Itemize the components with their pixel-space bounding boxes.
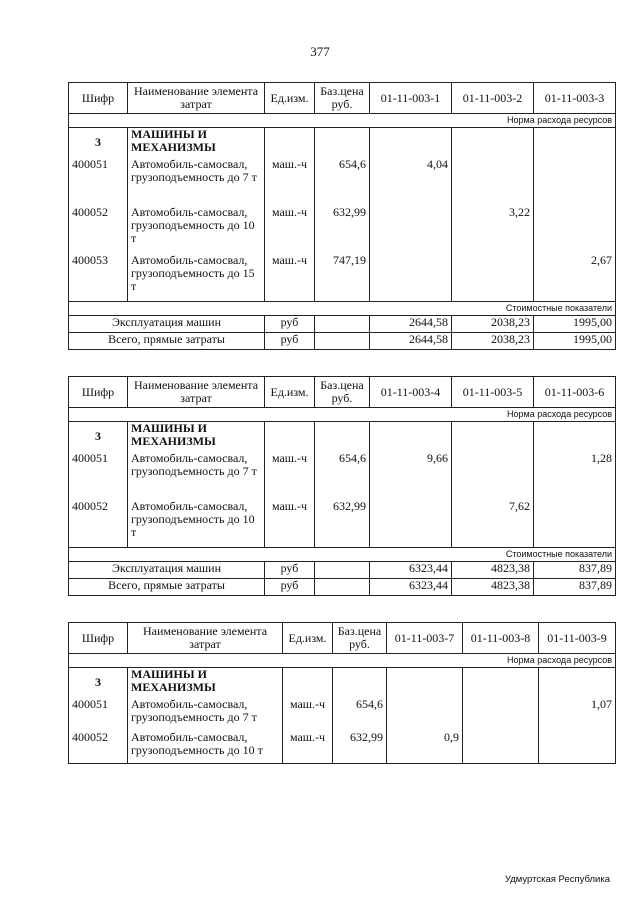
header-name: Наименование элемента затрат — [128, 377, 265, 408]
total-name: Эксплуатация машин — [69, 316, 265, 333]
total-value: 6323,44 — [370, 562, 452, 579]
row-value — [452, 452, 534, 500]
row-value — [452, 158, 534, 206]
row-code: 400052 — [69, 206, 128, 254]
row-value — [534, 206, 616, 254]
header-col: 01-11-003-7 — [387, 623, 463, 654]
row-name: Автомобиль-самосвал, грузоподъемность до 7 т — [128, 158, 265, 206]
section-code: 3 — [69, 668, 128, 698]
header-name: Наименование элемента затрат — [128, 83, 265, 114]
header-unit: Ед.изм. — [265, 377, 315, 408]
header-col: 01-11-003-1 — [370, 83, 452, 114]
norm-label: Норма расхода ресурсов — [69, 114, 616, 128]
row-price: 654,6 — [315, 452, 370, 500]
row-code: 400051 — [69, 158, 128, 206]
total-value: 2644,58 — [370, 316, 452, 333]
row-name: Автомобиль-самосвал, грузоподъемность до 7 т — [128, 452, 265, 500]
row-value — [534, 158, 616, 206]
norm-label: Норма расхода ресурсов — [69, 408, 616, 422]
row-value — [534, 500, 616, 548]
page-number: 377 — [310, 44, 330, 59]
row-value — [452, 254, 534, 302]
section-code: 3 — [69, 128, 128, 158]
row-value: 3,22 — [452, 206, 534, 254]
header-price: Баз.цена руб. — [333, 623, 387, 654]
row-code: 400051 — [69, 698, 128, 731]
row-name: Автомобиль-самосвал, грузоподъемность до 15 т — [128, 254, 265, 302]
header-name: Наименование элемента затрат — [128, 623, 283, 654]
row-unit: маш.-ч — [265, 206, 315, 254]
row-price: 654,6 — [333, 698, 387, 731]
header-col: 01-11-003-5 — [452, 377, 534, 408]
row-unit: маш.-ч — [265, 158, 315, 206]
total-value: 2038,23 — [452, 316, 534, 333]
header-col: 01-11-003-3 — [534, 83, 616, 114]
total-value: 4823,38 — [452, 579, 534, 596]
total-value: 2644,58 — [370, 333, 452, 350]
row-unit: маш.-ч — [265, 254, 315, 302]
header-unit: Ед.изм. — [283, 623, 333, 654]
norm-table-3 — [68, 622, 616, 764]
header-col: 01-11-003-2 — [452, 83, 534, 114]
row-code: 400051 — [69, 452, 128, 500]
row-unit: маш.-ч — [283, 698, 333, 731]
section-title: МАШИНЫ И МЕХАНИЗМЫ — [128, 128, 265, 158]
row-price: 632,99 — [333, 731, 387, 764]
row-unit: маш.-ч — [283, 731, 333, 764]
header-unit: Ед.изм. — [265, 83, 315, 114]
row-value — [463, 698, 539, 731]
total-value: 6323,44 — [370, 579, 452, 596]
header-col: 01-11-003-8 — [463, 623, 539, 654]
norm-table-1 — [68, 82, 616, 350]
header-col: 01-11-003-6 — [534, 377, 616, 408]
row-value: 7,62 — [452, 500, 534, 548]
row-value — [463, 731, 539, 764]
row-name: Автомобиль-самосвал, грузоподъемность до 10 т — [128, 500, 265, 548]
row-value: 1,07 — [539, 698, 616, 731]
section-code: 3 — [69, 422, 128, 452]
header-price: Баз.цена руб. — [315, 377, 370, 408]
row-price: 747,19 — [315, 254, 370, 302]
cost-label: Стоимостные показатели — [69, 302, 616, 316]
footer-region: Удмуртская Республика — [504, 874, 610, 885]
row-unit: маш.-ч — [265, 500, 315, 548]
cost-label: Стоимостные показатели — [69, 548, 616, 562]
total-value: 4823,38 — [452, 562, 534, 579]
row-code: 400053 — [69, 254, 128, 302]
row-price: 632,99 — [315, 500, 370, 548]
total-name: Всего, прямые затраты — [69, 579, 265, 596]
total-unit: руб — [265, 579, 315, 596]
header-col: 01-11-003-9 — [539, 623, 616, 654]
section-title: МАШИНЫ И МЕХАНИЗМЫ — [128, 668, 283, 698]
total-value: 1995,00 — [534, 333, 616, 350]
header-code: Шифр — [69, 377, 128, 408]
row-value — [370, 254, 452, 302]
row-price: 654,6 — [315, 158, 370, 206]
row-value: 4,04 — [370, 158, 452, 206]
row-name: Автомобиль-самосвал, грузоподъемность до 10 т — [128, 731, 283, 764]
total-value: 1995,00 — [534, 316, 616, 333]
total-value: 837,89 — [534, 579, 616, 596]
section-title: МАШИНЫ И МЕХАНИЗМЫ — [128, 422, 265, 452]
row-code: 400052 — [69, 731, 128, 764]
row-value — [370, 206, 452, 254]
header-price: Баз.цена руб. — [315, 83, 370, 114]
total-unit: руб — [265, 333, 315, 350]
norm-label: Норма расхода ресурсов — [69, 654, 616, 668]
row-value — [387, 698, 463, 731]
total-unit: руб — [265, 562, 315, 579]
header-code: Шифр — [69, 83, 128, 114]
row-unit: маш.-ч — [265, 452, 315, 500]
row-name: Автомобиль-самосвал, грузоподъемность до 7 т — [128, 698, 283, 731]
total-unit: руб — [265, 316, 315, 333]
total-value: 837,89 — [534, 562, 616, 579]
row-value: 9,66 — [370, 452, 452, 500]
header-code: Шифр — [69, 623, 128, 654]
row-value — [539, 731, 616, 764]
row-value — [370, 500, 452, 548]
header-col: 01-11-003-4 — [370, 377, 452, 408]
row-price: 632,99 — [315, 206, 370, 254]
row-code: 400052 — [69, 500, 128, 548]
row-value: 1,28 — [534, 452, 616, 500]
total-value: 2038,23 — [452, 333, 534, 350]
row-name: Автомобиль-самосвал, грузоподъемность до 10 т — [128, 206, 265, 254]
row-value: 0,9 — [387, 731, 463, 764]
row-value: 2,67 — [534, 254, 616, 302]
total-name: Эксплуатация машин — [69, 562, 265, 579]
norm-table-2 — [68, 376, 616, 596]
total-name: Всего, прямые затраты — [69, 333, 265, 350]
